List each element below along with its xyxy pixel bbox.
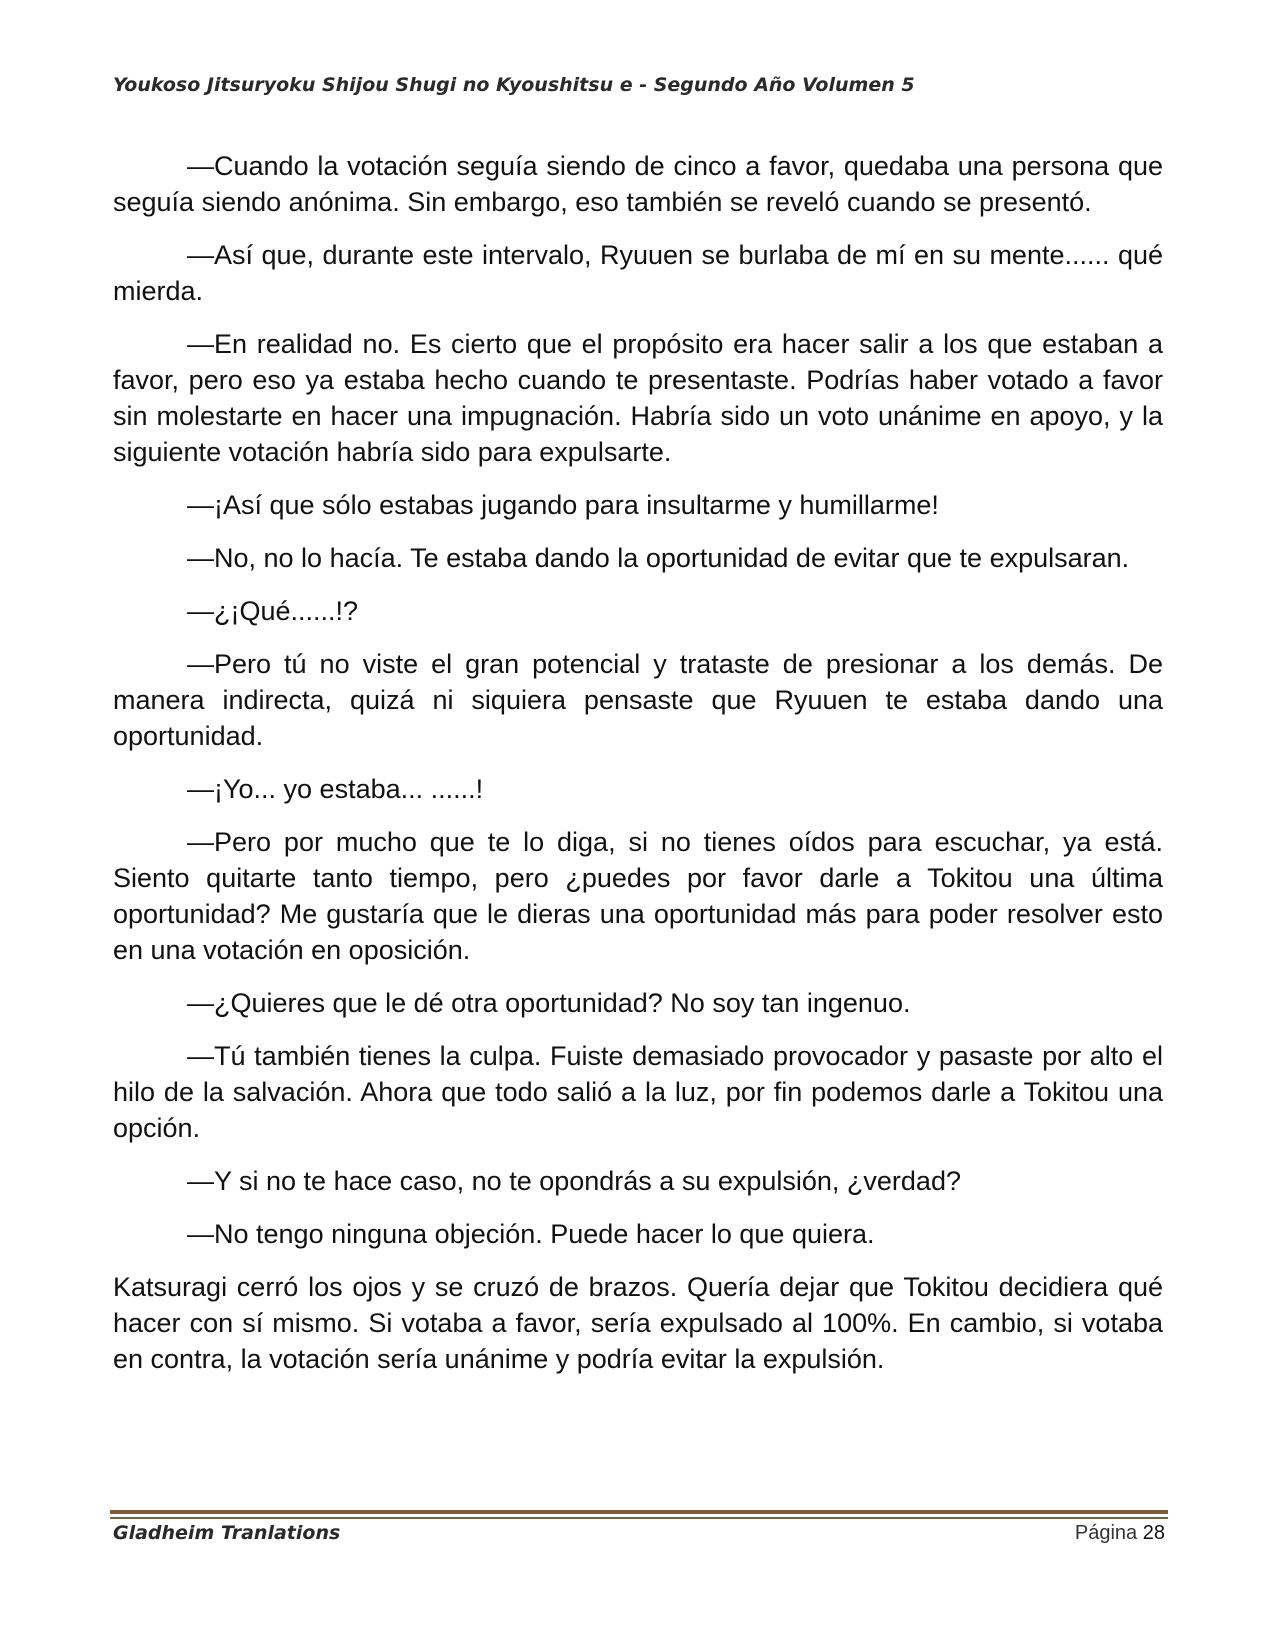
paragraph: —Pero tú no viste el gran potencial y trataste de presionar a los demás. De manera indirecta, quizá ni siquiera pensaste que Ryuuen te estaba dando una oportunidad.	[113, 649, 1163, 751]
page-number: 28	[1142, 1522, 1165, 1544]
paragraph: —Así que, durante este intervalo, Ryuuen se burlaba de mí en su mente...... qué mierda.	[113, 240, 1163, 306]
paragraph: —Tú también tienes la culpa. Fuiste demasiado provocador y pasaste por alto el hilo de la salvación. Ahora que todo salió a la luz, por fin podemos darle a Tokitou una opción.	[113, 1041, 1163, 1143]
paragraph: —En realidad no. Es cierto que el propósito era hacer salir a los que estaban a favor, pero eso ya estaba hecho cuando te presentaste. Podrías haber votado a favor sin molestarte en hacer una impugnación. Habría sido un voto unánime en apoyo, y la siguiente votación habría sido para expulsarte.	[113, 329, 1163, 467]
paragraph: —¡Yo... yo estaba... ......!	[187, 774, 484, 804]
narration-paragraph: Katsuragi cerró los ojos y se cruzó de brazos. Quería dejar que Tokitou decidiera qué hacer con sí mismo. Si votaba a favor, sería expulsado al 100%. En cambio, si votaba en contra, la votación sería unánime y podría evitar la expulsión.	[113, 1272, 1163, 1374]
footer-credit: Gladheim Tranlations	[113, 1522, 341, 1544]
page-footer-number	[1075, 1522, 1165, 1545]
page-label: Página	[1074, 1522, 1138, 1544]
running-header: Youkoso Jitsuryoku Shijou Shugi no Kyoushitsu e - Segundo Año Volumen 5	[113, 74, 915, 96]
paragraph: —¿¡Qué......!?	[187, 596, 359, 626]
paragraph: —Pero por mucho que te lo diga, si no tienes oídos para escuchar, ya está. Siento quitarte tanto tiempo, pero ¿puedes por favor darle a Tokitou una última oportunidad? Me gustaría que le dieras una oportunidad más para poder resolver esto en una votación en oposición.	[113, 827, 1163, 965]
paragraph: —No tengo ninguna objeción. Puede hacer lo que quiera.	[187, 1219, 875, 1249]
body-text	[113, 148, 1163, 1394]
paragraph: —Y si no te hace caso, no te opondrás a su expulsión, ¿verdad?	[187, 1166, 961, 1196]
footer-rule-thick	[110, 1510, 1168, 1514]
paragraph: —No, no lo hacía. Te estaba dando la oportunidad de evitar que te expulsaran.	[187, 543, 1130, 573]
footer-rule-thin	[110, 1517, 1168, 1519]
paragraph: —¡Así que sólo estabas jugando para insultarme y humillarme!	[187, 490, 939, 520]
paragraph: —¿Quieres que le dé otra oportunidad? No soy tan ingenuo.	[187, 988, 911, 1018]
paragraph: —Cuando la votación seguía siendo de cinco a favor, quedaba una persona que seguía siendo anónima. Sin embargo, eso también se reveló cuando se presentó.	[113, 151, 1163, 217]
